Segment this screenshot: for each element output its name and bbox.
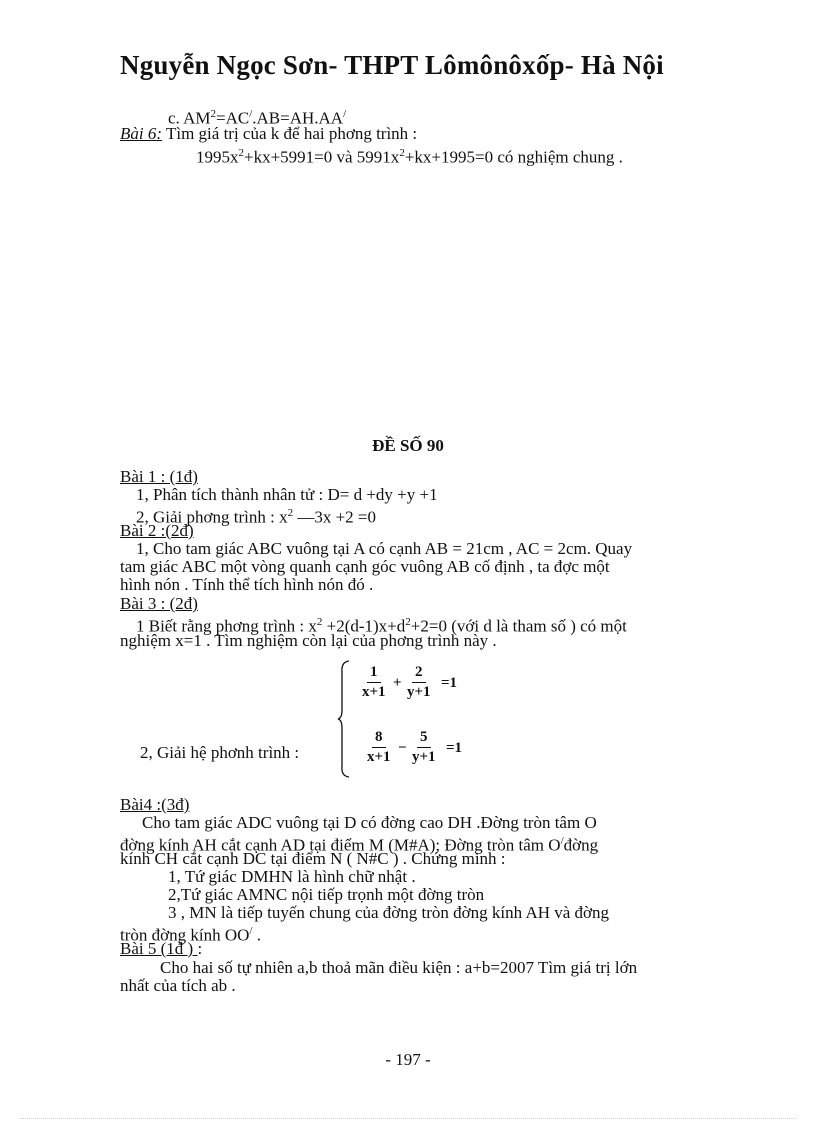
bai5-line1: Cho hai số tự nhiên a,b thoả mãn điều kiện : a+b=2007 Tìm giá trị lớn <box>160 958 638 977</box>
eq2-rhs: =1 <box>446 740 463 756</box>
bai4-item2: 2,Tứ giác AMNC nội tiếp trọnh một đờng tròn <box>168 885 485 904</box>
eq2-operator: − <box>398 740 407 756</box>
bai4-line1: Cho tam giác ADC vuông tại D có đờng cao DH .Đờng tròn tâm O <box>142 813 597 832</box>
bai3-system-label: 2, Giải hệ phơnh trình : <box>140 743 300 762</box>
bai1-label: Bài 1 : (1đ) <box>120 467 198 486</box>
bai2-label: Bài 2 :(2đ) <box>120 521 194 540</box>
eq2-fraction2: $\frac{5}{y+1}$ <box>412 729 436 765</box>
exam-title: ĐỀ SỐ 90 <box>372 436 444 455</box>
prev-item-c: c. $AM^2=AC^/.AB=AH.AA^/$ <box>168 108 347 128</box>
eq1-fraction2: $\frac{2}{y+1}$ <box>407 664 431 700</box>
bai6-line: Bài 6: Tìm giá trị của k để hai phơng trình : <box>120 124 418 143</box>
bai3-line1: 1 Biết rằng phơng trình : $x^2 +2(d-1)x+d^2+2=0$ (với d là tham số ) có một <box>136 616 627 636</box>
bai5-label-line: Bài 5 (1đ ) : <box>120 939 203 958</box>
bai5-line2: nhất của tích ab . <box>120 976 236 995</box>
bai3-line2: nghiệm x=1 . Tìm nghiệm còn lại của phơng trình này . <box>120 631 497 650</box>
bai6-equations: $1995x^2+kx+5991=0$ và $5991x^2+kx+1995=0$ có nghiệm chung . <box>196 147 623 167</box>
eq1-operator: + <box>393 675 402 691</box>
eq2-fraction1: $\frac{8}{x+1}$ <box>367 729 391 765</box>
bai1-item2: 2, Giải phơng trình : $x^2$ —3x +2 =0 <box>136 507 377 527</box>
bai4-line3: kính CH cắt cạnh DC tại điểm N ( N#C ) . Chứng minh : <box>120 849 506 868</box>
system-brace <box>337 660 351 778</box>
page-number: - 197 - <box>385 1050 431 1069</box>
page-header: Nguyễn Ngọc Sơn- THPT Lômônôxốp- Hà Nội <box>120 50 664 80</box>
bai1-item1: 1, Phân tích thành nhân tử : D= d +dy +y +1 <box>136 485 438 504</box>
bai4-item3: 3 , MN là tiếp tuyến chung của đờng tròn đờng kính AH và đờng <box>168 903 610 922</box>
bai4-label: Bài4 :(3đ) <box>120 795 190 814</box>
bai2-line1: 1, Cho tam giác ABC vuông tại A có cạnh AB = 21cm , AC = 2cm. Quay <box>136 539 633 558</box>
footer-divider <box>20 1118 796 1119</box>
bai2-line2: tam giác ABC một vòng quanh cạnh góc vuông AB cố định , ta đợc một <box>120 557 610 576</box>
bai4-item1: 1, Tứ giác DMHN là hình chữ nhật . <box>168 867 416 886</box>
eq1-fraction1: $\frac{1}{x+1}$ <box>362 664 386 700</box>
bai5-label: Bài 5 (1đ ) <box>120 939 198 958</box>
bai6-label: Bài 6: <box>120 124 163 143</box>
bai2-line3: hình nón . Tính thể tích hình nón đó . <box>120 575 374 594</box>
bai4-line2: đờng kính AH cắt cạnh AD tại điểm M (M#A); Đờng tròn tâm O/đờng <box>120 835 599 855</box>
bai4-item3-cont: tròn đờng kính OO/ . <box>120 925 261 945</box>
bai3-label: Bài 3 : (2đ) <box>120 594 198 613</box>
eq1-rhs: =1 <box>441 675 458 691</box>
